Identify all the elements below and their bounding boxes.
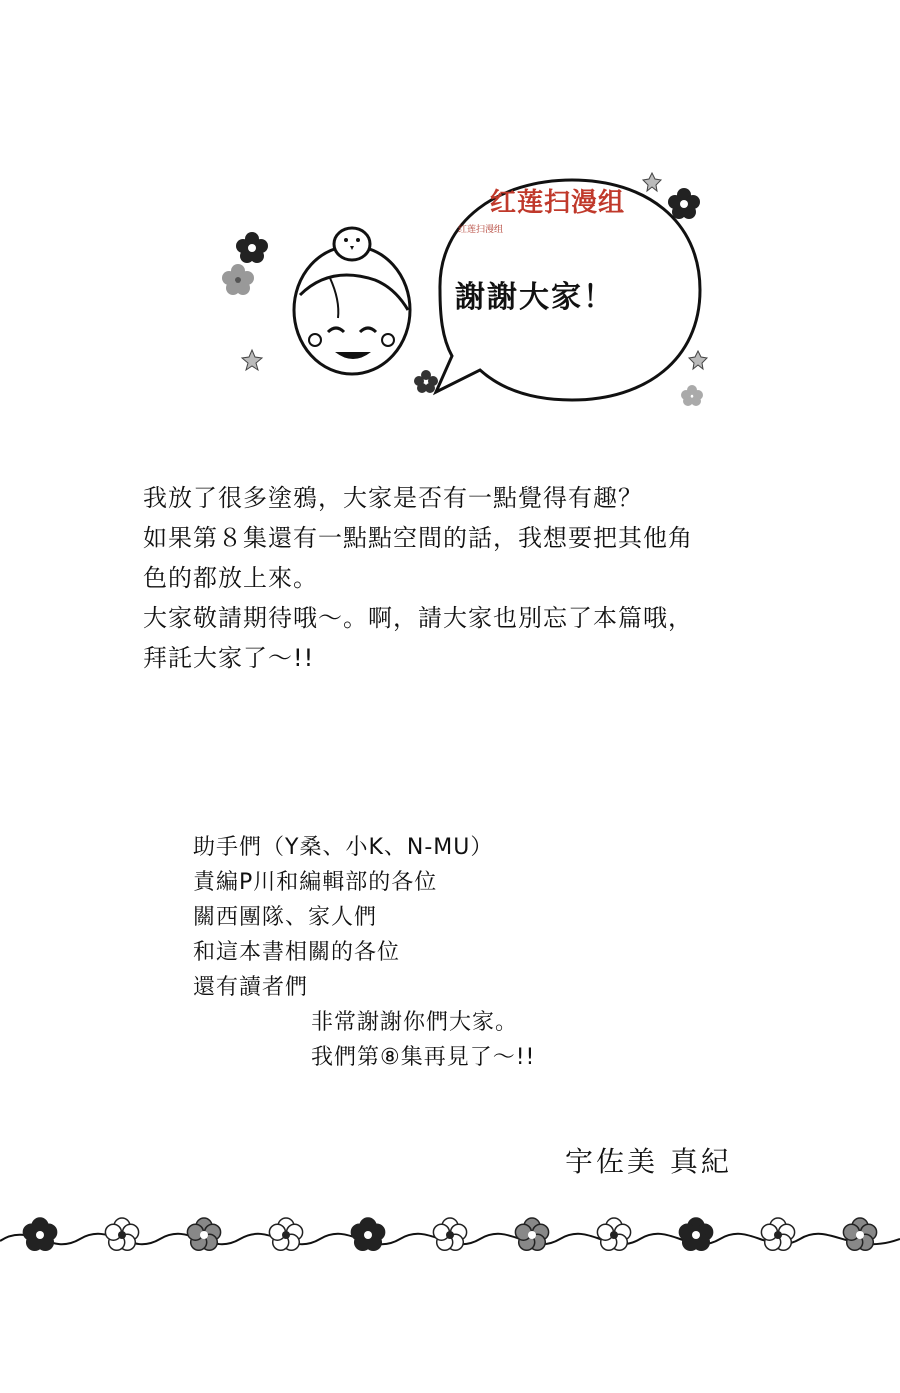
thanks-line: 和這本書相關的各位 [193, 940, 401, 965]
border-flower-icon [105, 1218, 138, 1250]
thanks-line: 還有讀者們 [193, 975, 309, 1000]
flower-icon [643, 173, 661, 191]
flower-icon [668, 188, 700, 219]
closing-line: 非常謝謝你們大家。 [311, 1010, 519, 1035]
scanlation-watermark-subtitle: 红莲扫漫组 [458, 225, 504, 235]
border-flower-icon [433, 1218, 466, 1250]
thanks-line: 責編P川和編輯部的各位 [193, 870, 438, 895]
message-line: 色的都放上來。 [143, 564, 318, 592]
flower-icon [414, 370, 438, 393]
border-flower-icon [843, 1218, 876, 1250]
flower-icon [681, 385, 703, 406]
author-signature: 宇佐美 真紀 [565, 1145, 732, 1178]
border-flower-icon [23, 1218, 56, 1250]
flower-icon [222, 264, 254, 295]
closing-line: 我們第⑧集再見了～!! [311, 1045, 536, 1070]
thanks-line: 關西團隊、家人們 [193, 905, 378, 930]
border-flower-icon [269, 1218, 302, 1250]
border-flowers [23, 1218, 876, 1250]
floral-border [0, 1205, 900, 1265]
acknowledgements [193, 830, 693, 1075]
flower-icon [236, 232, 268, 263]
message-line: 拜託大家了～!! [143, 644, 315, 672]
message-line: 我放了很多塗鴉，大家是否有一點覺得有趣？ [143, 484, 643, 512]
author-illustration [200, 160, 720, 420]
border-flower-icon [351, 1218, 384, 1250]
border-flower-icon [761, 1218, 794, 1250]
border-flower-icon [515, 1218, 548, 1250]
author-avatar-icon [294, 228, 410, 374]
border-flower-icon [597, 1218, 630, 1250]
speech-bubble-text: 謝謝大家！ [455, 280, 615, 315]
message-line: 如果第８集還有一點點空間的話，我想要把其他角 [143, 524, 693, 552]
border-flower-icon [187, 1218, 220, 1250]
thanks-line: 助手們（Y桑、小K、N-MU） [193, 835, 494, 860]
message-line: 大家敬請期待哦～。啊，請大家也別忘了本篇哦， [143, 604, 693, 632]
border-flower-icon [679, 1218, 712, 1250]
afterword-message [143, 478, 783, 678]
scanlation-watermark: 红莲扫漫组 [490, 188, 626, 218]
flower-icon [689, 351, 707, 369]
flower-icon [242, 350, 262, 370]
